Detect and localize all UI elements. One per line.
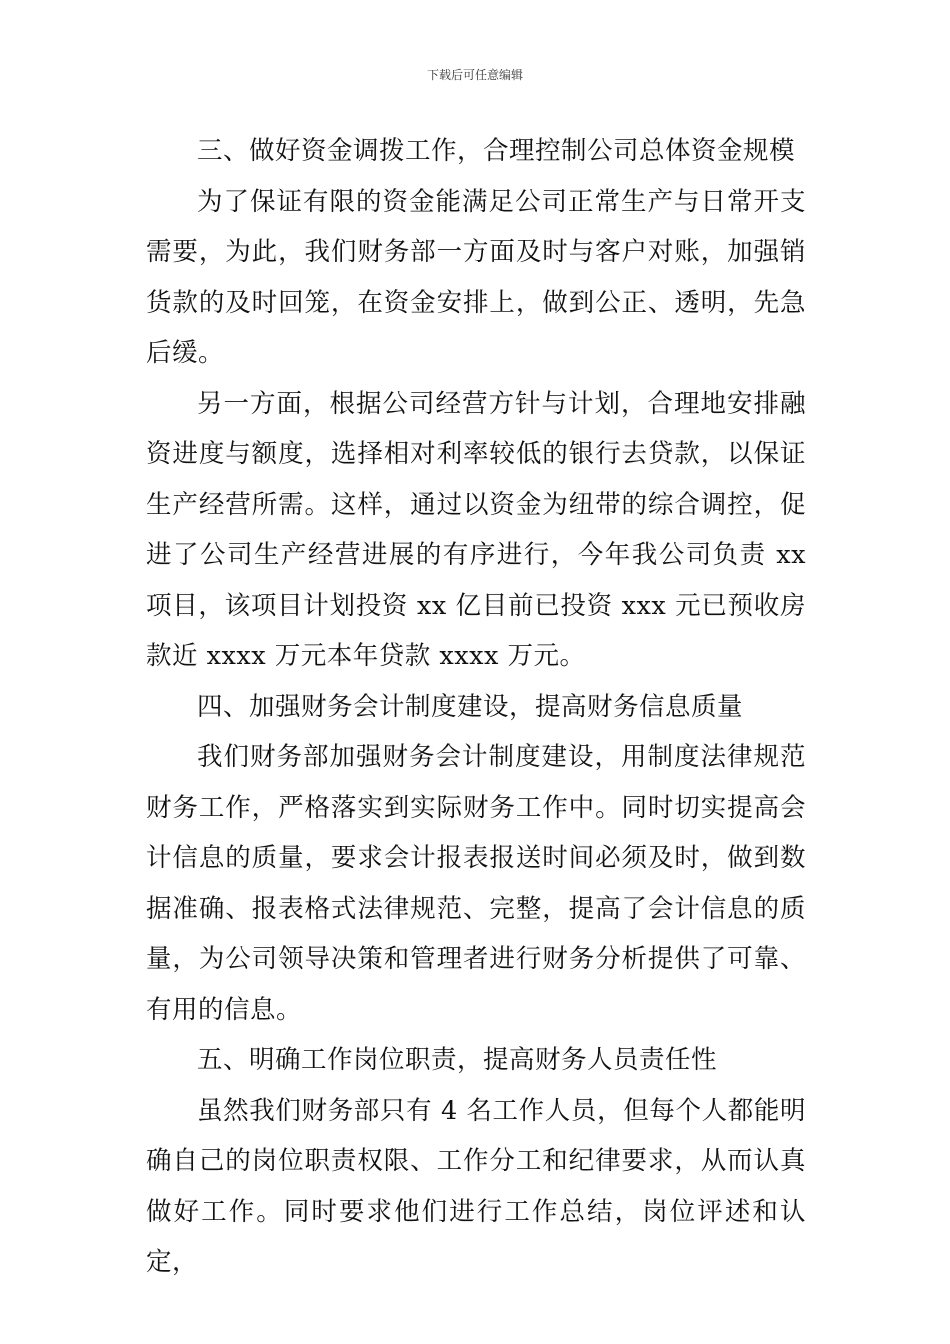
section-heading-3: 三、做好资金调拨工作，合理控制公司总体资金规模: [197, 136, 796, 166]
document-body: [146, 126, 806, 1288]
paragraph: 虽然我们财务部只有 4 名工作人员，但每个人都能明确自己的岗位职责权限、工作分工和纪律要求，从而认真做好工作。同时要求他们进行工作总结，岗位评述和认定，: [146, 1095, 806, 1277]
paragraph: 另一方面，根据公司经营方针与计划，合理地安排融资进度与额度，选择相对利率较低的银行去贷款，以保证生产经营所需。这样，通过以资金为纽带的综合调控，促进了公司生产经营进展的有序进行，今年我公司负责 xx 项目，该项目计划投资 xx 亿目前已投资 xxx 元已预收房款近 xxxx 万元本年贷款 xxxx 万元。: [146, 388, 806, 671]
section-heading-4: 四、加强财务会计制度建设，提高财务信息质量: [197, 691, 744, 722]
paragraph: 为了保证有限的资金能满足公司正常生产与日常开支需要，为此，我们财务部一方面及时与客户对账，加强销货款的及时回笼，在资金安排上，做到公正、透明，先急后缓。: [146, 186, 806, 368]
section-heading-5: 五、明确工作岗位职责，提高财务人员责任性: [197, 1045, 718, 1075]
paragraph: 我们财务部加强财务会计制度建设，用制度法律规范财务工作，严格落实到实际财务工作中。同时切实提高会计信息的质量，要求会计报表报送时间必须及时，做到数据准确、报表格式法律规范、完整，提高了会计信息的质量，为公司领导决策和管理者进行财务分析提供了可靠、有用的信息。: [146, 742, 806, 1025]
page-header: 下载后可任意编辑: [426, 68, 523, 82]
